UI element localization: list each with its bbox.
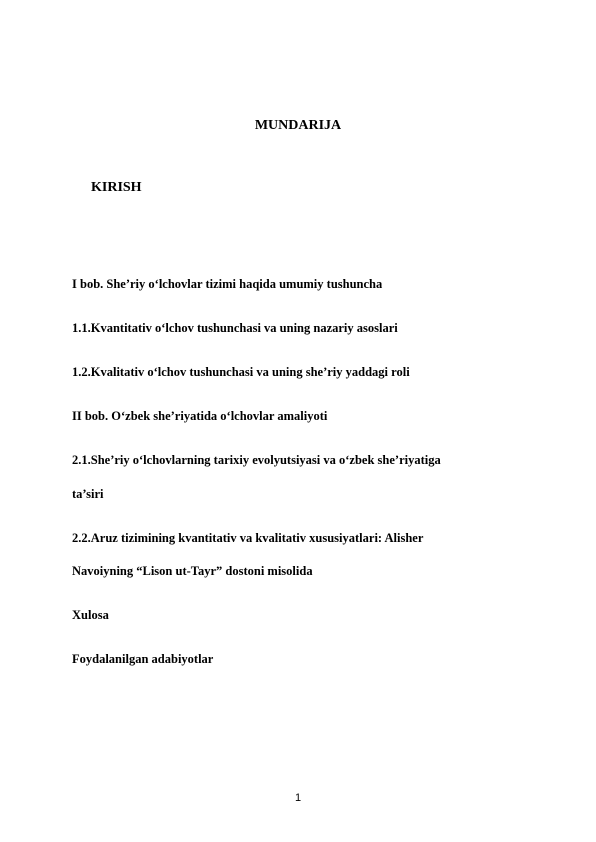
toc-item-section-1-2: 1.2.Kvalitativ o‘lchov tushunchasi va uning she’riy yaddagi roli	[72, 365, 410, 379]
toc-item-section-1-1: 1.1.Kvantitativ o‘lchov tushunchasi va uning nazariy asoslari	[72, 321, 398, 335]
toc-item-chapter-1: I bob. She’riy o‘lchovlar tizimi haqida umumiy tushuncha	[72, 277, 383, 291]
toc-item-section-2-1-line-2: ta’siri	[72, 487, 104, 501]
toc-item-section-2-2-line-2: Navoiyning “Lison ut-Tayr” dostoni misolida	[72, 564, 313, 578]
toc-item-conclusion: Xulosa	[72, 608, 109, 622]
toc-item-section-2-2-line-1: 2.2.Aruz tizimining kvantitativ va kvalitativ xususiyatlari: Alisher	[72, 531, 424, 545]
toc-item-references: Foydalanilgan adabiyotlar	[72, 652, 214, 666]
toc-item-section-2-1-line-1: 2.1.She’riy o‘lchovlarning tarixiy evolyutsiyasi va o‘zbek she’riyatiga	[72, 453, 441, 467]
toc-item-introduction: KIRISH	[91, 180, 142, 195]
page-number: 1	[294, 792, 302, 804]
page-title: MUNDARIJA	[254, 118, 342, 133]
toc-item-chapter-2: II bob. O‘zbek she’riyatida o‘lchovlar amaliyoti	[72, 409, 328, 423]
